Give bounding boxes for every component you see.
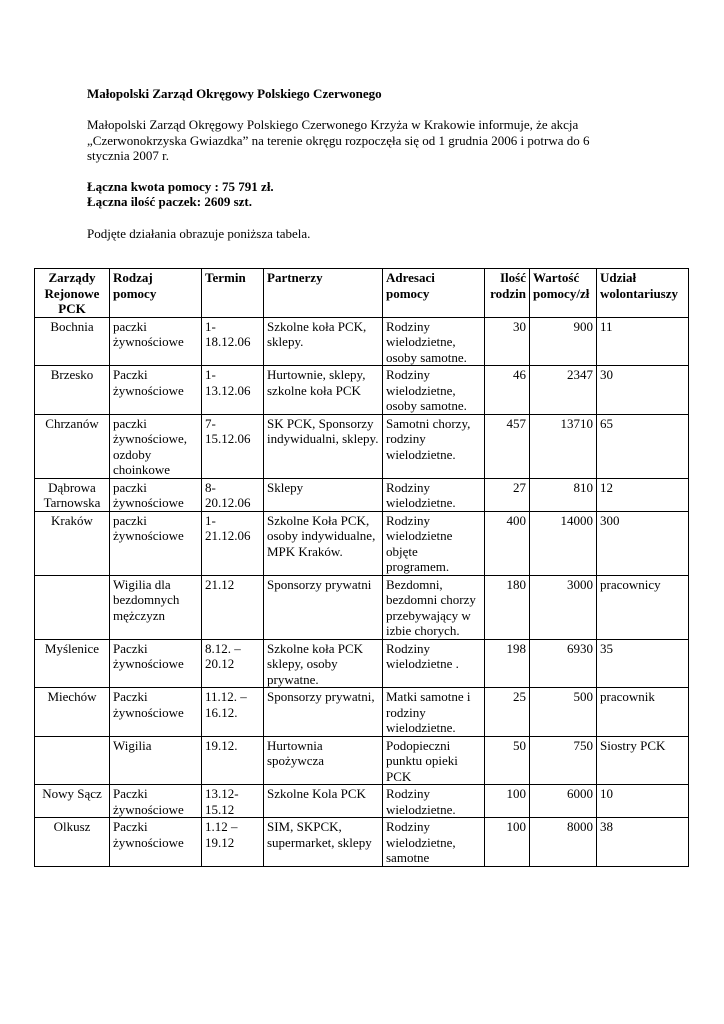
cell-termin: 13.12-15.12 xyxy=(202,785,264,818)
cell-adresaci: Rodziny wielodzietne, osoby samotne. xyxy=(383,317,485,366)
table-row xyxy=(35,785,689,818)
cell-zarzad: Myślenice xyxy=(35,639,110,688)
cell-ilosc: 457 xyxy=(485,414,530,478)
document-title: Małopolski Zarząd Okręgowy Polskiego Czerwonego xyxy=(87,86,382,101)
cell-udzial: 10 xyxy=(597,785,689,818)
cell-rodzaj: Paczki żywnościowe xyxy=(110,366,202,415)
intro-paragraph: Małopolski Zarząd Okręgowy Polskiego Czerwonego Krzyża w Krakowie informuje, że akcja „Czerwonokrzyska Gwiazdka” na terenie okręgu rozpoczęła się od 1 grudnia 2006 i potrwa do 6 stycznia 2007 r. xyxy=(87,117,590,163)
cell-udzial: 65 xyxy=(597,414,689,478)
cell-partnerzy: Szkolne koła PCK sklepy, osoby prywatne. xyxy=(264,639,383,688)
cell-termin: 8.12. – 20.12 xyxy=(202,639,264,688)
cell-wartosc: 6000 xyxy=(530,785,597,818)
cell-termin: 1.12 – 19.12 xyxy=(202,818,264,867)
cell-rodzaj: paczki żywnościowe xyxy=(110,511,202,575)
cell-udzial: Siostry PCK xyxy=(597,736,689,785)
table-row xyxy=(35,366,689,415)
cell-adresaci: Rodziny wielodzietne. xyxy=(383,785,485,818)
cell-udzial: pracownicy xyxy=(597,575,689,639)
table-intro-note: Podjęte działania obrazuje poniższa tabela. xyxy=(87,226,311,241)
cell-ilosc: 100 xyxy=(485,785,530,818)
cell-partnerzy: Szkolne koła PCK, sklepy. xyxy=(264,317,383,366)
cell-wartosc: 6930 xyxy=(530,639,597,688)
col-header-wartosc: Wartość pomocy/zł xyxy=(530,269,597,318)
table-header-row xyxy=(35,269,689,318)
cell-zarzad: Bochnia xyxy=(35,317,110,366)
cell-termin: 8-20.12.06 xyxy=(202,478,264,511)
cell-ilosc: 46 xyxy=(485,366,530,415)
cell-termin: 7-15.12.06 xyxy=(202,414,264,478)
cell-zarzad: Chrzanów xyxy=(35,414,110,478)
cell-partnerzy: Szkolne Kola PCK xyxy=(264,785,383,818)
cell-termin: 19.12. xyxy=(202,736,264,785)
cell-termin: 21.12 xyxy=(202,575,264,639)
cell-adresaci: Rodziny wielodzietne objęte programem. xyxy=(383,511,485,575)
cell-rodzaj: paczki żywnościowe xyxy=(110,478,202,511)
cell-rodzaj: Wigilia xyxy=(110,736,202,785)
cell-udzial: 12 xyxy=(597,478,689,511)
cell-adresaci: Podopieczni punktu opieki PCK xyxy=(383,736,485,785)
cell-rodzaj: Paczki żywnościowe xyxy=(110,639,202,688)
cell-rodzaj: Paczki żywnościowe xyxy=(110,688,202,737)
cell-wartosc: 2347 xyxy=(530,366,597,415)
col-header-partnerzy: Partnerzy xyxy=(264,269,383,318)
cell-zarzad xyxy=(35,575,110,639)
cell-termin: 1-18.12.06 xyxy=(202,317,264,366)
cell-rodzaj: Wigilia dla bezdomnych mężczyzn xyxy=(110,575,202,639)
cell-ilosc: 50 xyxy=(485,736,530,785)
table-row xyxy=(35,317,689,366)
cell-adresaci: Rodziny wielodzietne . xyxy=(383,639,485,688)
cell-rodzaj: Paczki żywnościowe xyxy=(110,785,202,818)
cell-rodzaj: Paczki żywnościowe xyxy=(110,818,202,867)
cell-ilosc: 27 xyxy=(485,478,530,511)
total-count: Łączna ilość paczek: 2609 szt. xyxy=(87,194,253,209)
cell-zarzad: Nowy Sącz xyxy=(35,785,110,818)
cell-zarzad xyxy=(35,736,110,785)
table-row xyxy=(35,414,689,478)
cell-udzial: 30 xyxy=(597,366,689,415)
cell-partnerzy: Sklepy xyxy=(264,478,383,511)
cell-partnerzy: Sponsorzy prywatni xyxy=(264,575,383,639)
cell-termin: 1-21.12.06 xyxy=(202,511,264,575)
cell-ilosc: 180 xyxy=(485,575,530,639)
cell-partnerzy: SIM, SKPCK, supermarket, sklepy xyxy=(264,818,383,867)
cell-adresaci: Samotni chorzy, rodziny wielodzietne. xyxy=(383,414,485,478)
aid-table xyxy=(34,268,689,867)
cell-termin: 11.12. – 16.12. xyxy=(202,688,264,737)
cell-adresaci: Bezdomni, bezdomni chorzy przebywający w izbie chorych. xyxy=(383,575,485,639)
col-header-udzial: Udział wolontariuszy xyxy=(597,269,689,318)
cell-adresaci: Matki samotne i rodziny wielodzietne. xyxy=(383,688,485,737)
cell-zarzad: Kraków xyxy=(35,511,110,575)
cell-ilosc: 100 xyxy=(485,818,530,867)
cell-ilosc: 25 xyxy=(485,688,530,737)
table-row xyxy=(35,736,689,785)
table-row xyxy=(35,639,689,688)
cell-wartosc: 900 xyxy=(530,317,597,366)
cell-wartosc: 8000 xyxy=(530,818,597,867)
cell-adresaci: Rodziny wielodzietne. xyxy=(383,478,485,511)
cell-wartosc: 13710 xyxy=(530,414,597,478)
cell-ilosc: 30 xyxy=(485,317,530,366)
col-header-ilosc: Ilość rodzin xyxy=(485,269,530,318)
cell-partnerzy: Sponsorzy prywatni, xyxy=(264,688,383,737)
table-row xyxy=(35,688,689,737)
cell-rodzaj: paczki żywnościowe xyxy=(110,317,202,366)
cell-udzial: 11 xyxy=(597,317,689,366)
table-row xyxy=(35,818,689,867)
cell-termin: 1-13.12.06 xyxy=(202,366,264,415)
cell-wartosc: 14000 xyxy=(530,511,597,575)
total-amount: Łączna kwota pomocy : 75 791 zł. xyxy=(87,179,274,194)
cell-wartosc: 500 xyxy=(530,688,597,737)
cell-wartosc: 750 xyxy=(530,736,597,785)
cell-ilosc: 400 xyxy=(485,511,530,575)
table-row xyxy=(35,575,689,639)
col-header-rodzaj: Rodzaj pomocy xyxy=(110,269,202,318)
cell-udzial: 35 xyxy=(597,639,689,688)
cell-wartosc: 810 xyxy=(530,478,597,511)
cell-rodzaj: paczki żywnościowe, ozdoby choinkowe xyxy=(110,414,202,478)
cell-zarzad: Olkusz xyxy=(35,818,110,867)
cell-zarzad: Dąbrowa Tarnowska xyxy=(35,478,110,511)
cell-zarzad: Brzesko xyxy=(35,366,110,415)
cell-partnerzy: SK PCK, Sponsorzy indywidualni, sklepy. xyxy=(264,414,383,478)
table-row xyxy=(35,511,689,575)
cell-wartosc: 3000 xyxy=(530,575,597,639)
cell-partnerzy: Szkolne Koła PCK, osoby indywidualne, MPK Kraków. xyxy=(264,511,383,575)
cell-zarzad: Miechów xyxy=(35,688,110,737)
col-header-adresaci: Adresaci pomocy xyxy=(383,269,485,318)
cell-partnerzy: Hurtownia spożywcza xyxy=(264,736,383,785)
cell-udzial: 38 xyxy=(597,818,689,867)
cell-partnerzy: Hurtownie, sklepy, szkolne koła PCK xyxy=(264,366,383,415)
cell-udzial: 300 xyxy=(597,511,689,575)
cell-ilosc: 198 xyxy=(485,639,530,688)
col-header-zarzady: Zarządy Rejonowe PCK xyxy=(35,269,110,318)
cell-adresaci: Rodziny wielodzietne, osoby samotne. xyxy=(383,366,485,415)
cell-adresaci: Rodziny wielodzietne, samotne xyxy=(383,818,485,867)
table-row xyxy=(35,478,689,511)
col-header-termin: Termin xyxy=(202,269,264,318)
cell-udzial: pracownik xyxy=(597,688,689,737)
